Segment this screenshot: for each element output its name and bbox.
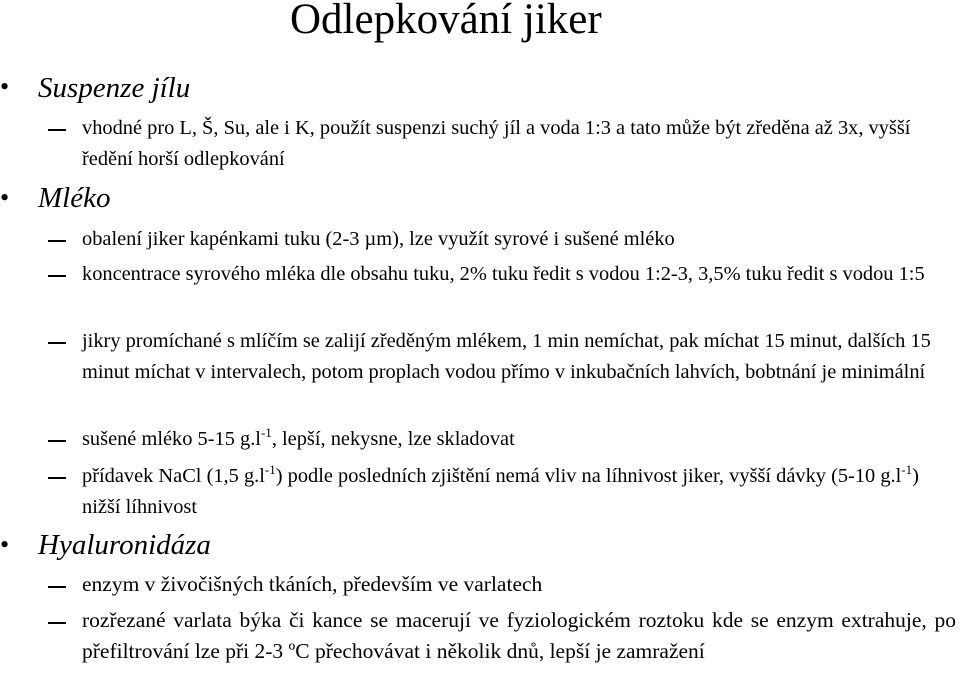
list-item: vhodné pro L, Š, Su, ale i K, použít suspenzi suchý jíl a voda 1:3 a tato může být zředěna až 3x, vyšší ředění horší odlepkování <box>82 117 911 170</box>
superscript: -1 <box>264 462 276 477</box>
dash-icon <box>48 477 66 479</box>
section-heading-mleko: Mléko <box>38 182 111 214</box>
superscript: -1 <box>260 425 272 440</box>
list-item <box>82 424 956 455</box>
dash-icon <box>48 440 66 442</box>
dash-icon <box>48 129 66 131</box>
item-text: ) nižší líhnivost <box>82 465 919 518</box>
list-item: obalení jiker kapénkami tuku (2-3 µm), lze využít syrové i sušené mléko <box>82 228 675 250</box>
list-item: enzym v živočišných tkáních, především ve varlatech <box>82 572 543 596</box>
section-heading-suspenze: Suspenze jílu <box>38 72 191 104</box>
list-item: koncentrace syrového mléka dle obsahu tuku, 2% tuku ředit s vodou 1:2-3, 3,5% tuku ředit s vodou 1:5 <box>82 263 925 285</box>
item-text: sušené mléko 5-15 g.l <box>82 428 261 450</box>
bullet-icon: • <box>0 530 10 559</box>
dash-icon <box>48 240 66 242</box>
dash-icon <box>48 586 66 588</box>
list-item: rozřezané varlata býka či kance se macerují ve fyziologickém roztoku kde se enzym extrahuje, po přefiltrování lze při 2-3 ºC přechovávat i několik dnů, lepší je zamražení <box>82 608 956 663</box>
item-text: ) podle posledních zjištění nemá vliv na líhnivost jiker, vyšší dávky (5-10 g.l <box>275 465 902 487</box>
dash-icon <box>48 275 66 277</box>
list-item: jikry promíchané s mlíčím se zalijí zředěným mlékem, 1 min nemíchat, pak míchat 15 minut, dalších 15 minut míchat v intervalech, potom proplach vodou přímo v inkubačních lahvích, bobtnání je minimální <box>82 330 931 383</box>
bullet-icon: • <box>0 183 10 212</box>
list-item <box>82 461 956 523</box>
dash-icon <box>48 342 66 344</box>
slide-title: Odlepkování jiker <box>290 0 602 43</box>
section-heading-hyaluronidaza: Hyaluronidáza <box>38 529 211 561</box>
item-text: přídavek NaCl (1,5 g.l <box>82 465 265 487</box>
item-text: , lepší, nekysne, lze skladovat <box>271 428 515 450</box>
dash-icon <box>48 622 66 624</box>
superscript: -1 <box>901 462 913 477</box>
bullet-icon: • <box>0 72 10 101</box>
